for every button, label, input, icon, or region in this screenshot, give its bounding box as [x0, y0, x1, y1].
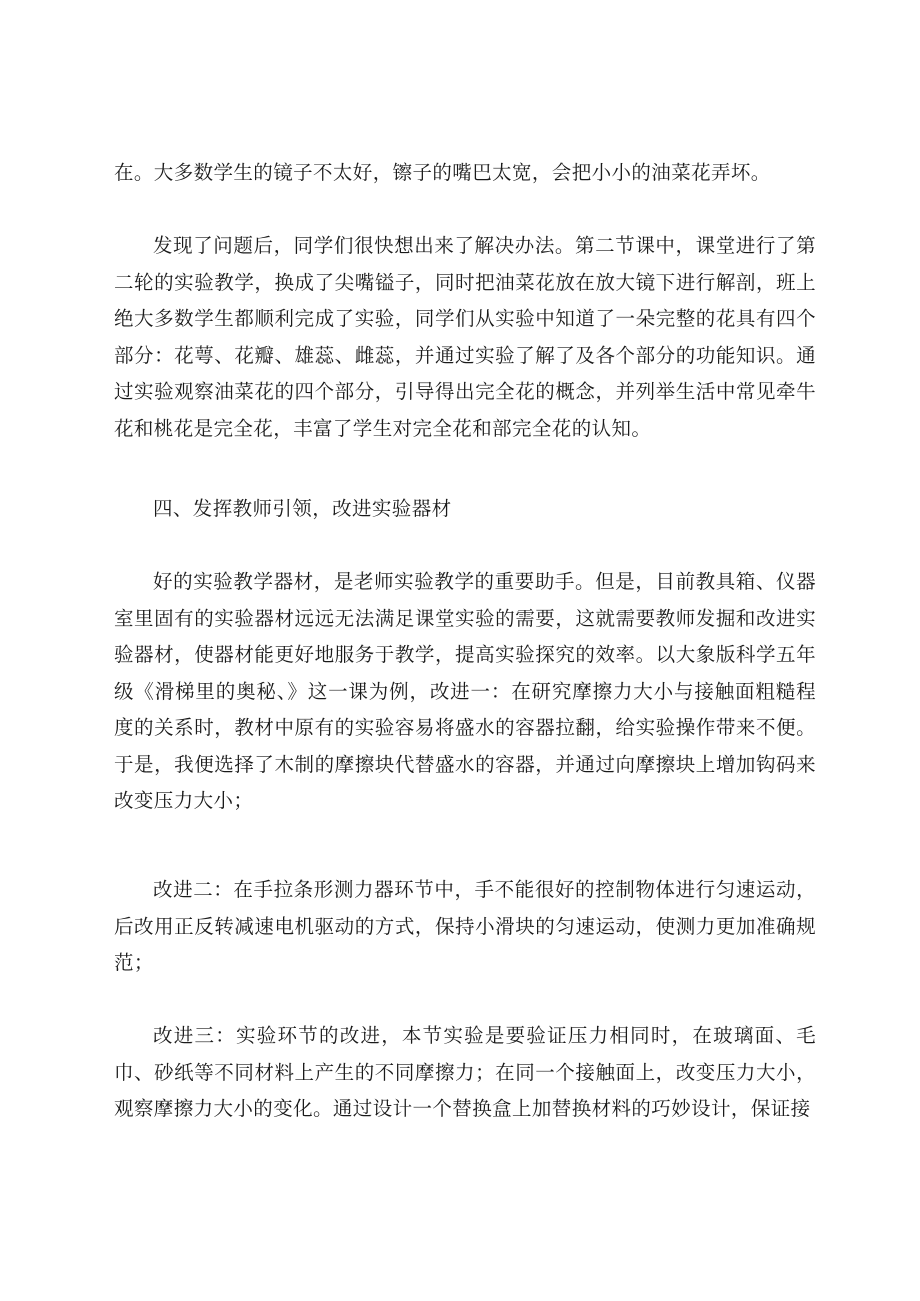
- paragraph-continuation: 在。大多数学生的镜子不太好，镲子的嘴巴太宽，会把小小的油菜花弄坏。: [114, 161, 771, 184]
- paragraph-problem-solution: 发现了问题后，同学们很快想出来了解决办法。第二节课中，课堂进行了第二轮的实验教学，换成了尖嘴镒子，同时把油菜花放在放大镜下进行解剖，班上绝大多数学生都顺利完成了实验，同学们从实验中知道了一朵完整的花具有四个部分：花萼、花瓣、雄蕊、雌蕊，并通过实验了解了及各个部分的功能知识。通过实验观察油菜花的四个部分，引导得出完全花的概念，并列举生活中常见牵牛花和桃花是完全花，丰富了学生对完全花和部完全花的认知。: [114, 234, 816, 440]
- section-heading: 四、发挥教师引领，改进实验器材: [153, 497, 452, 520]
- paragraph-improvement-two: 改进二：在手拉条形测力器环节中，手不能很好的控制物体进行匀速运动，后改用正反转减速电机驱动的方式，保持小滑块的匀速运动，使测力更加准确规范；: [114, 878, 816, 974]
- paragraph-improvement-three: 改进三：实验环节的改进，本节实验是要验证压力相同时，在玻璃面、毛巾、砂纸等不同材料上产生的不同摩擦力；在同一个接触面上，改变压力大小，观察摩擦力大小的变化。通过设计一个替换盒上加替换材料的巧妙设计，保证接: [114, 1024, 816, 1120]
- paragraph-equipment: 好的实验教学器材，是老师实验教学的重要助手。但是，目前教具箱、仪器室里固有的实验器材远远无法满足课堂实验的需要，这就需要教师发掘和改进实验器材，使器材能更好地服务于教学，提高实验探究的效率。以大象版科学五年级《滑梯里的奥秘、》这一课为例，改进一：在研究摩擦力大小与接触面粗糙程度的关系时，教材中原有的实验容易将盛水的容器拉翻，给实验操作带来不便。于是，我便选择了木制的摩擦块代替盛水的容器，并通过向摩擦块上增加钩码来改变压力大小；: [114, 570, 816, 812]
